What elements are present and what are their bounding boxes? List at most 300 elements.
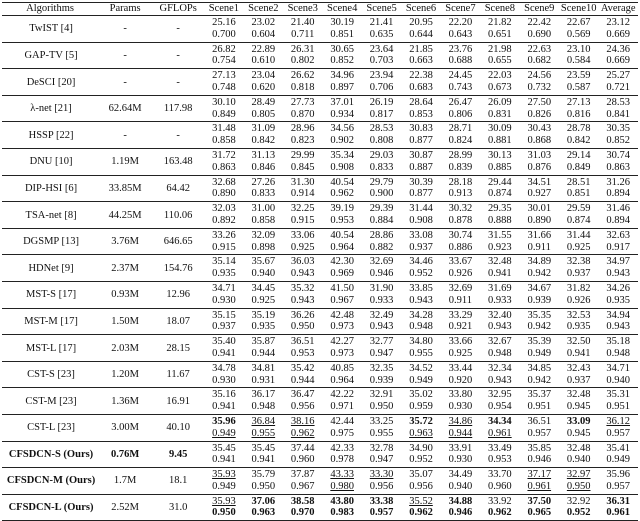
psnr-cell: 23.94 <box>369 70 394 82</box>
header-average: Average <box>598 3 638 16</box>
ssim-cell: 0.643 <box>441 29 480 42</box>
psnr-cell: 30.32 <box>448 203 473 215</box>
psnr-cell: 23.64 <box>369 43 394 55</box>
ssim-cell: 0.845 <box>283 162 322 175</box>
psnr-cell: 28.53 <box>369 123 394 135</box>
ssim-cell: 0.961 <box>520 481 559 494</box>
ssim-cell: 0.943 <box>401 295 440 308</box>
ssim-cell: 0.951 <box>520 401 559 414</box>
psnr-cell: 32.95 <box>488 389 512 401</box>
ssim-cell: 0.858 <box>244 215 283 228</box>
psnr-cell: 30.87 <box>409 149 433 161</box>
ssim-cell: 0.962 <box>401 507 440 520</box>
ssim-cell: 0.951 <box>598 401 638 414</box>
ssim-cell: 0.941 <box>204 348 243 361</box>
ssim-cell: 0.957 <box>598 428 638 441</box>
ssim-cell: 0.926 <box>441 268 480 281</box>
psnr-cell: 36.17 <box>251 389 276 401</box>
ssim-cell: 0.941 <box>559 348 598 361</box>
gflops-value: 40.10 <box>152 414 204 441</box>
ssim-cell: 0.959 <box>401 401 440 414</box>
params-value: 3.00M <box>98 414 152 441</box>
ssim-cell: 0.878 <box>441 215 480 228</box>
ssim-cell: 0.961 <box>598 507 638 520</box>
ssim-cell: 0.947 <box>362 454 401 467</box>
psnr-cell: 27.26 <box>251 176 276 188</box>
psnr-cell: 32.35 <box>369 362 394 374</box>
gflops-value: 16.91 <box>152 388 204 415</box>
psnr-cell: 22.89 <box>251 43 276 55</box>
algorithm-name: CFSDCN-M (Ours) <box>2 468 98 495</box>
ssim-cell: 0.831 <box>480 109 519 122</box>
table-row <box>2 335 638 348</box>
table-row <box>2 414 638 427</box>
psnr-cell: 36.51 <box>527 415 552 427</box>
ssim-cell: 0.911 <box>520 242 559 255</box>
psnr-cell: 22.42 <box>527 17 552 28</box>
psnr-cell: 34.94 <box>606 309 631 321</box>
ssim-cell: 0.971 <box>322 401 361 414</box>
psnr-cell: 34.51 <box>527 176 552 188</box>
psnr-cell: 27.50 <box>527 96 552 108</box>
psnr-cell: 35.15 <box>212 309 236 321</box>
ssim-cell: 0.700 <box>204 29 243 42</box>
ssim-cell: 0.947 <box>362 348 401 361</box>
ssim-cell: 0.839 <box>441 162 480 175</box>
psnr-cell: 36.31 <box>606 495 631 507</box>
params-value: - <box>98 122 152 149</box>
psnr-cell: 42.48 <box>330 309 354 321</box>
algorithm-name: DeSCI [20] <box>2 69 98 96</box>
algorithm-name: MST-S [17] <box>2 281 98 308</box>
psnr-cell: 35.19 <box>251 309 276 321</box>
ssim-cell: 0.969 <box>322 268 361 281</box>
psnr-cell: 32.49 <box>369 309 394 321</box>
table-row <box>2 308 638 321</box>
psnr-cell: 24.36 <box>606 43 631 55</box>
psnr-cell: 35.18 <box>606 336 631 348</box>
ssim-cell: 0.849 <box>204 109 243 122</box>
ssim-cell: 0.964 <box>322 375 361 388</box>
psnr-cell: 32.25 <box>290 203 315 215</box>
ssim-cell: 0.939 <box>520 295 559 308</box>
psnr-cell: 35.34 <box>330 149 354 161</box>
psnr-cell: 31.30 <box>290 176 315 188</box>
ssim-cell: 0.944 <box>244 348 283 361</box>
ssim-cell: 0.943 <box>283 268 322 281</box>
psnr-cell: 34.67 <box>527 282 552 294</box>
psnr-cell: 31.82 <box>566 282 591 294</box>
header-params: Params <box>98 3 152 16</box>
ssim-cell: 0.962 <box>283 428 322 441</box>
ssim-cell: 0.902 <box>322 135 361 148</box>
ssim-cell: 0.569 <box>559 29 598 42</box>
psnr-cell: 33.70 <box>488 469 512 481</box>
psnr-cell: 31.00 <box>251 203 276 215</box>
ssim-cell: 0.962 <box>480 507 519 520</box>
ssim-cell: 0.978 <box>322 454 361 467</box>
table-row <box>2 202 638 215</box>
gflops-value: 163.48 <box>152 148 204 175</box>
ssim-cell: 0.688 <box>441 55 480 68</box>
ssim-cell: 0.960 <box>480 481 519 494</box>
ssim-cell: 0.908 <box>322 162 361 175</box>
ssim-cell: 0.941 <box>480 268 519 281</box>
ssim-cell: 0.941 <box>244 454 283 467</box>
ssim-cell: 0.706 <box>362 82 401 95</box>
ssim-cell: 0.682 <box>520 55 559 68</box>
psnr-cell: 34.34 <box>488 415 512 427</box>
ssim-cell: 0.808 <box>362 135 401 148</box>
ssim-cell: 0.948 <box>244 401 283 414</box>
ssim-cell: 0.604 <box>244 29 283 42</box>
psnr-cell: 29.39 <box>369 203 394 215</box>
params-value: - <box>98 69 152 96</box>
psnr-cell: 33.30 <box>369 469 394 481</box>
header-algorithms: Algorithms <box>2 3 98 16</box>
ssim-cell: 0.955 <box>244 428 283 441</box>
ssim-cell: 0.923 <box>480 242 519 255</box>
psnr-cell: 27.13 <box>212 70 236 82</box>
ssim-cell: 0.806 <box>441 109 480 122</box>
psnr-cell: 29.35 <box>488 203 512 215</box>
algorithm-name: TSA-net [8] <box>2 202 98 229</box>
ssim-cell: 0.942 <box>520 268 559 281</box>
psnr-cell: 35.93 <box>212 495 236 507</box>
ssim-cell: 0.957 <box>362 507 401 520</box>
table-row <box>2 42 638 55</box>
psnr-cell: 29.59 <box>566 203 591 215</box>
ssim-cell: 0.805 <box>244 109 283 122</box>
ssim-cell: 0.952 <box>401 454 440 467</box>
ssim-cell: 0.894 <box>598 215 638 228</box>
psnr-cell: 34.88 <box>448 495 473 507</box>
psnr-cell: 28.64 <box>409 96 433 108</box>
psnr-cell: 21.41 <box>369 17 394 28</box>
psnr-cell: 34.45 <box>251 282 276 294</box>
psnr-cell: 33.67 <box>448 256 473 268</box>
psnr-cell: 32.78 <box>369 442 394 454</box>
psnr-cell: 34.71 <box>606 362 631 374</box>
psnr-cell: 23.12 <box>606 17 631 28</box>
ssim-cell: 0.858 <box>204 135 243 148</box>
ssim-cell: 0.887 <box>401 162 440 175</box>
psnr-cell: 34.52 <box>409 362 433 374</box>
ssim-cell: 0.953 <box>283 348 322 361</box>
ssim-cell: 0.942 <box>520 321 559 334</box>
ssim-cell: 0.913 <box>441 188 480 201</box>
ssim-cell: 0.941 <box>204 401 243 414</box>
ssim-cell: 0.635 <box>362 29 401 42</box>
ssim-cell: 0.949 <box>204 481 243 494</box>
gflops-value: 31.0 <box>152 494 204 521</box>
table-row <box>2 122 638 135</box>
psnr-cell: 26.09 <box>488 96 512 108</box>
ssim-cell: 0.940 <box>441 481 480 494</box>
psnr-cell: 33.80 <box>448 389 473 401</box>
ssim-cell: 0.882 <box>362 242 401 255</box>
ssim-cell: 0.956 <box>283 401 322 414</box>
psnr-cell: 31.44 <box>566 229 591 241</box>
psnr-cell: 32.48 <box>566 389 591 401</box>
psnr-cell: 39.19 <box>330 203 354 215</box>
psnr-cell: 29.99 <box>290 149 315 161</box>
psnr-cell: 32.43 <box>566 362 591 374</box>
table-row <box>2 95 638 108</box>
ssim-cell: 0.931 <box>244 375 283 388</box>
algorithm-name: CST-M [23] <box>2 388 98 415</box>
ssim-cell: 0.915 <box>204 242 243 255</box>
ssim-cell: 0.870 <box>283 109 322 122</box>
psnr-cell: 30.74 <box>606 149 631 161</box>
ssim-cell: 0.849 <box>559 162 598 175</box>
ssim-cell: 0.942 <box>520 375 559 388</box>
psnr-cell: 23.76 <box>448 43 473 55</box>
ssim-cell: 0.925 <box>283 242 322 255</box>
ssim-cell: 0.732 <box>520 82 559 95</box>
ssim-cell: 0.943 <box>362 321 401 334</box>
ssim-cell: 0.952 <box>401 268 440 281</box>
ssim-cell: 0.945 <box>559 428 598 441</box>
ssim-cell: 0.975 <box>322 428 361 441</box>
ssim-cell: 0.961 <box>480 428 519 441</box>
ssim-cell: 0.939 <box>362 375 401 388</box>
table-row <box>2 16 638 29</box>
ssim-cell: 0.935 <box>244 321 283 334</box>
psnr-cell: 33.85 <box>409 282 433 294</box>
ssim-cell: 0.940 <box>244 268 283 281</box>
psnr-cell: 28.53 <box>606 96 631 108</box>
psnr-cell: 36.26 <box>290 309 315 321</box>
params-value: 0.93M <box>98 281 152 308</box>
psnr-cell: 42.27 <box>330 336 354 348</box>
psnr-cell: 32.69 <box>369 256 394 268</box>
ssim-cell: 0.935 <box>559 321 598 334</box>
ssim-cell: 0.955 <box>362 428 401 441</box>
ssim-cell: 0.949 <box>401 375 440 388</box>
ssim-cell: 0.973 <box>322 321 361 334</box>
ssim-cell: 0.833 <box>244 188 283 201</box>
psnr-cell: 36.84 <box>251 415 276 427</box>
ssim-cell: 0.967 <box>283 481 322 494</box>
psnr-cell: 32.09 <box>251 229 276 241</box>
psnr-cell: 35.31 <box>606 389 631 401</box>
psnr-cell: 31.69 <box>488 282 512 294</box>
psnr-cell: 36.03 <box>290 256 315 268</box>
header-scene8: Scene8 <box>480 3 519 16</box>
psnr-cell: 22.63 <box>527 43 552 55</box>
ssim-cell: 0.842 <box>559 135 598 148</box>
algorithm-name: CST-S [23] <box>2 361 98 388</box>
ssim-cell: 0.863 <box>204 162 243 175</box>
gflops-value: 28.15 <box>152 335 204 362</box>
psnr-cell: 35.79 <box>251 469 276 481</box>
psnr-cell: 32.03 <box>212 203 236 215</box>
ssim-cell: 0.953 <box>322 215 361 228</box>
ssim-cell: 0.950 <box>559 481 598 494</box>
psnr-cell: 22.03 <box>488 70 512 82</box>
psnr-cell: 34.85 <box>527 362 552 374</box>
algorithm-name: CST-L [23] <box>2 414 98 441</box>
ssim-cell: 0.956 <box>401 481 440 494</box>
psnr-cell: 34.86 <box>448 415 473 427</box>
psnr-cell: 30.74 <box>448 229 473 241</box>
ssim-cell: 0.930 <box>441 401 480 414</box>
ssim-cell: 0.946 <box>441 507 480 520</box>
psnr-cell: 27.13 <box>566 96 591 108</box>
ssim-cell: 0.937 <box>401 242 440 255</box>
ssim-cell: 0.930 <box>441 454 480 467</box>
params-value: 2.37M <box>98 255 152 282</box>
ssim-cell: 0.863 <box>598 162 638 175</box>
psnr-cell: 26.31 <box>290 43 315 55</box>
ssim-cell: 0.853 <box>401 109 440 122</box>
params-value: 1.50M <box>98 308 152 335</box>
ssim-cell: 0.949 <box>520 348 559 361</box>
ssim-cell: 0.948 <box>598 348 638 361</box>
psnr-cell: 35.07 <box>409 469 433 481</box>
gflops-value: 9.45 <box>152 441 204 468</box>
psnr-cell: 32.48 <box>566 442 591 454</box>
psnr-cell: 26.62 <box>290 70 315 82</box>
header-scene6: Scene6 <box>401 3 440 16</box>
ssim-cell: 0.944 <box>441 428 480 441</box>
psnr-cell: 30.10 <box>212 96 236 108</box>
ssim-cell: 0.950 <box>362 401 401 414</box>
psnr-cell: 31.46 <box>606 203 631 215</box>
psnr-cell: 30.39 <box>409 176 433 188</box>
ssim-cell: 0.876 <box>520 162 559 175</box>
algorithm-name: λ-net [21] <box>2 95 98 122</box>
psnr-cell: 37.06 <box>251 495 276 507</box>
table-row <box>2 361 638 374</box>
ssim-cell: 0.946 <box>520 454 559 467</box>
ssim-cell: 0.826 <box>520 109 559 122</box>
psnr-cell: 21.82 <box>488 17 512 28</box>
algorithm-name: MST-L [17] <box>2 335 98 362</box>
psnr-cell: 32.77 <box>369 336 394 348</box>
psnr-cell: 35.02 <box>409 389 433 401</box>
psnr-cell: 31.48 <box>212 123 236 135</box>
ssim-cell: 0.970 <box>283 507 322 520</box>
ssim-cell: 0.935 <box>204 268 243 281</box>
params-value: 1.36M <box>98 388 152 415</box>
results-table <box>2 2 638 521</box>
psnr-cell: 35.39 <box>527 336 552 348</box>
ssim-cell: 0.894 <box>598 188 638 201</box>
psnr-cell: 42.30 <box>330 256 354 268</box>
psnr-cell: 35.67 <box>251 256 276 268</box>
table-row <box>2 228 638 241</box>
ssim-cell: 0.956 <box>362 481 401 494</box>
gflops-value: - <box>152 69 204 96</box>
psnr-cell: 28.18 <box>448 176 473 188</box>
ssim-cell: 0.584 <box>559 55 598 68</box>
ssim-cell: 0.888 <box>480 215 519 228</box>
psnr-cell: 30.13 <box>488 149 512 161</box>
ssim-cell: 0.881 <box>480 135 519 148</box>
ssim-cell: 0.925 <box>441 348 480 361</box>
psnr-cell: 35.42 <box>290 362 315 374</box>
ssim-cell: 0.868 <box>520 135 559 148</box>
ssim-cell: 0.721 <box>598 82 638 95</box>
params-value: 1.7M <box>98 468 152 495</box>
ssim-cell: 0.669 <box>598 55 638 68</box>
psnr-cell: 37.87 <box>290 469 315 481</box>
psnr-cell: 30.35 <box>606 123 631 135</box>
header-scene10: Scene10 <box>560 3 597 15</box>
ssim-cell: 0.937 <box>559 268 598 281</box>
psnr-cell: 30.19 <box>330 17 354 28</box>
ssim-cell: 0.816 <box>559 109 598 122</box>
psnr-cell: 35.85 <box>527 442 552 454</box>
psnr-cell: 27.73 <box>290 96 315 108</box>
psnr-cell: 33.29 <box>448 309 473 321</box>
ssim-cell: 0.877 <box>401 188 440 201</box>
ssim-cell: 0.841 <box>598 109 638 122</box>
psnr-cell: 24.45 <box>448 70 473 82</box>
psnr-cell: 30.01 <box>527 203 552 215</box>
ssim-cell: 0.842 <box>244 135 283 148</box>
psnr-cell: 36.51 <box>290 336 315 348</box>
psnr-cell: 32.68 <box>212 176 236 188</box>
psnr-cell: 35.14 <box>212 256 236 268</box>
algorithm-name: DIP-HSI [6] <box>2 175 98 202</box>
psnr-cell: 30.09 <box>488 123 512 135</box>
psnr-cell: 43.80 <box>330 495 354 507</box>
ssim-cell: 0.954 <box>480 401 519 414</box>
psnr-cell: 28.49 <box>251 96 276 108</box>
psnr-cell: 41.50 <box>330 282 354 294</box>
ssim-cell: 0.926 <box>559 295 598 308</box>
ssim-cell: 0.950 <box>204 507 243 520</box>
ssim-cell: 0.927 <box>520 188 559 201</box>
algorithm-name: DNU [10] <box>2 148 98 175</box>
table-row <box>2 69 638 82</box>
psnr-cell: 36.12 <box>606 415 631 427</box>
psnr-cell: 21.40 <box>290 17 315 28</box>
gflops-value: - <box>152 42 204 69</box>
ssim-cell: 0.886 <box>441 242 480 255</box>
ssim-cell: 0.935 <box>598 295 638 308</box>
ssim-cell: 0.943 <box>283 295 322 308</box>
ssim-cell: 0.663 <box>401 55 440 68</box>
psnr-cell: 32.53 <box>566 309 591 321</box>
table-row <box>2 441 638 454</box>
ssim-cell: 0.711 <box>283 29 322 42</box>
header-gflops: GFLOPs <box>152 3 204 16</box>
psnr-cell: 24.56 <box>527 70 552 82</box>
ssim-cell: 0.957 <box>520 428 559 441</box>
psnr-cell: 33.26 <box>212 229 236 241</box>
ssim-cell: 0.897 <box>322 82 361 95</box>
ssim-cell: 0.690 <box>520 29 559 42</box>
psnr-cell: 31.66 <box>527 229 552 241</box>
psnr-cell: 34.71 <box>212 282 236 294</box>
ssim-cell: 0.921 <box>441 321 480 334</box>
ssim-cell: 0.960 <box>283 454 322 467</box>
psnr-cell: 32.69 <box>448 282 473 294</box>
psnr-cell: 32.91 <box>369 389 394 401</box>
ssim-cell: 0.943 <box>598 321 638 334</box>
psnr-cell: 33.66 <box>448 336 473 348</box>
psnr-cell: 34.78 <box>212 362 236 374</box>
ssim-cell: 0.851 <box>322 29 361 42</box>
params-value: 2.03M <box>98 335 152 362</box>
psnr-cell: 37.01 <box>330 96 354 108</box>
psnr-cell: 36.47 <box>290 389 315 401</box>
gflops-value: 11.67 <box>152 361 204 388</box>
